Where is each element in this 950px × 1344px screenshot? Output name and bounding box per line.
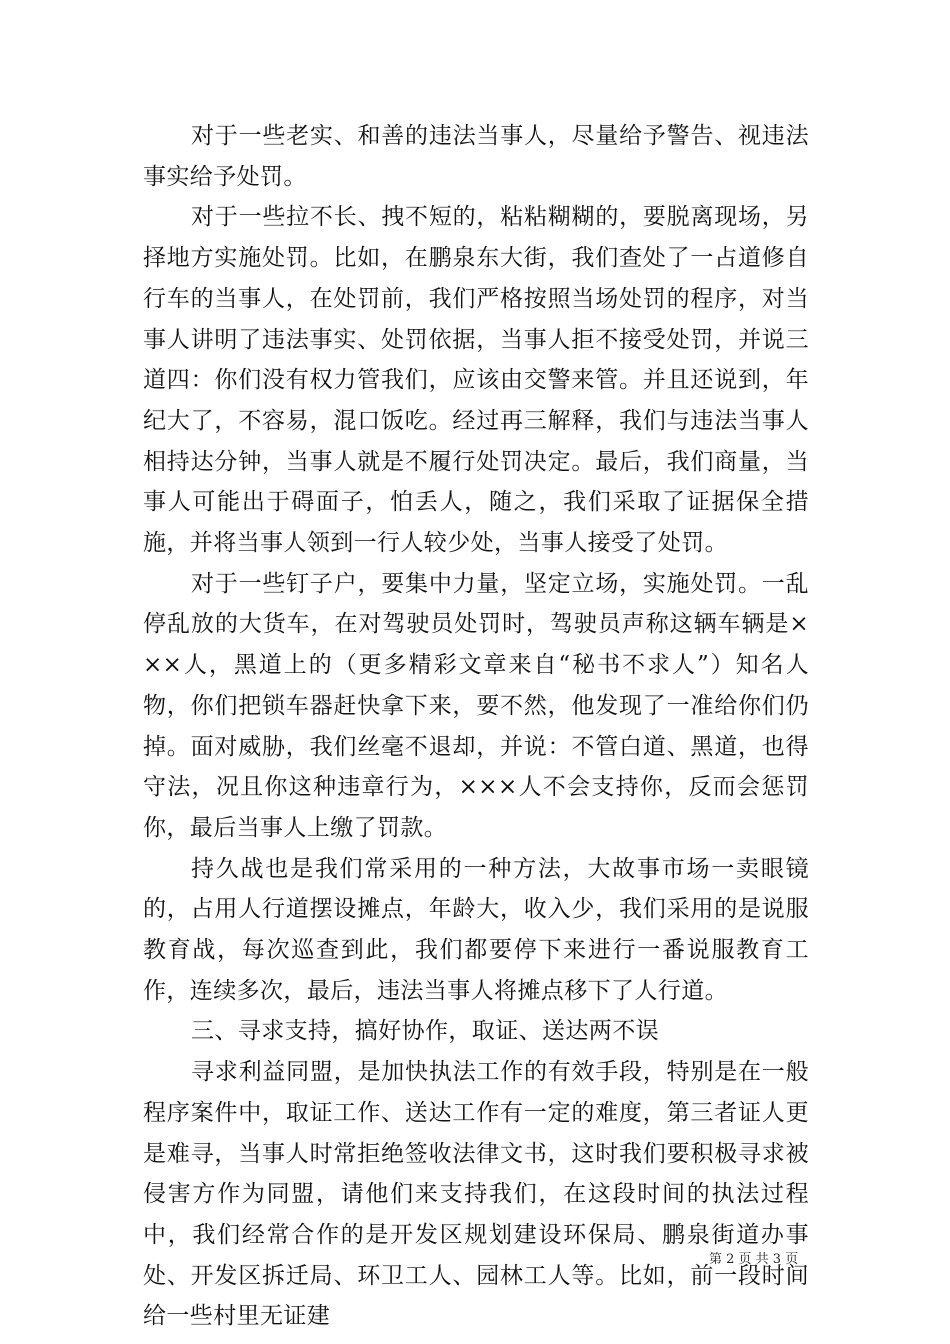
paragraph-persuasion-campaign: 持久战也是我们常采用的一种方法，大故事市场一卖眼镜的，占用人行道摆设摊点，年龄大，收入少，我们采用的是说服教育战，每次巡查到此，我们都要停下来进行一番说服教育工作，连续多次，最后，违法当事人将摊点移下了人行道。 (143, 855, 809, 1004)
document-body (143, 116, 809, 1337)
paragraph-stubborn-offenders: 对于一些钉子户，要集中力量，坚定立场，实施处罚。一乱停乱放的大货车，在对驾驶员处罚时，驾驶员声称这辆车辆是×××人，黑道上的（更多精彩文章来自“秘书不求人”）知名人物，你们把锁车器赶快拿下来，要不然，他发现了一准给你们仍掉。面对威胁，我们丝毫不退却，并说：不管白道、黑道，也得守法，况且你这种违章行为，×××人不会支持你，反而会惩罚你，最后当事人上缴了罚款。 (143, 570, 809, 841)
page-number: 第 2 页 共 3 页 (709, 1252, 799, 1267)
section-heading-seek-support: 三、寻求支持，搞好协作，取证、送达两不误 (191, 1018, 659, 1045)
paragraph-allies: 寻求利益同盟，是加快执法工作的有效手段，特别是在一般程序案件中，取证工作、送达工作有一定的难度，第三者证人更是难寻，当事人时常拒绝签收法律文书，这时我们要积极寻求被侵害方作为同盟，请他们来支持我们，在这段时间的执法过程中，我们经常合作的是开发区规划建设环保局、鹏泉街道办事处、开发区拆迁局、环卫工人、园林工人等。比如，前一段时间给一些村里无证建 (143, 1059, 809, 1330)
paragraph-honest-offenders: 对于一些老实、和善的违法当事人，尽量给予警告、视违法事实给予处罚。 (143, 123, 809, 190)
paragraph-relocate-penalty: 对于一些拉不长、拽不短的，粘粘糊糊的，要脱离现场，另择地方实施处罚。比如，在鹏泉东大街，我们查处了一占道修自行车的当事人，在处罚前，我们严格按照当场处罚的程序，对当事人讲明了违法事实、处罚依据，当事人拒不接受处罚，并说三道四：你们没有权力管我们，应该由交警来管。并且还说到，年纪大了，不容易，混口饭吃。经过再三解释，我们与违法当事人相持达分钟，当事人就是不履行处罚决定。最后，我们商量，当事人可能出于碍面子，怕丢人，随之，我们采取了证据保全措施，并将当事人领到一行人较少处，当事人接受了处罚。 (143, 204, 809, 557)
